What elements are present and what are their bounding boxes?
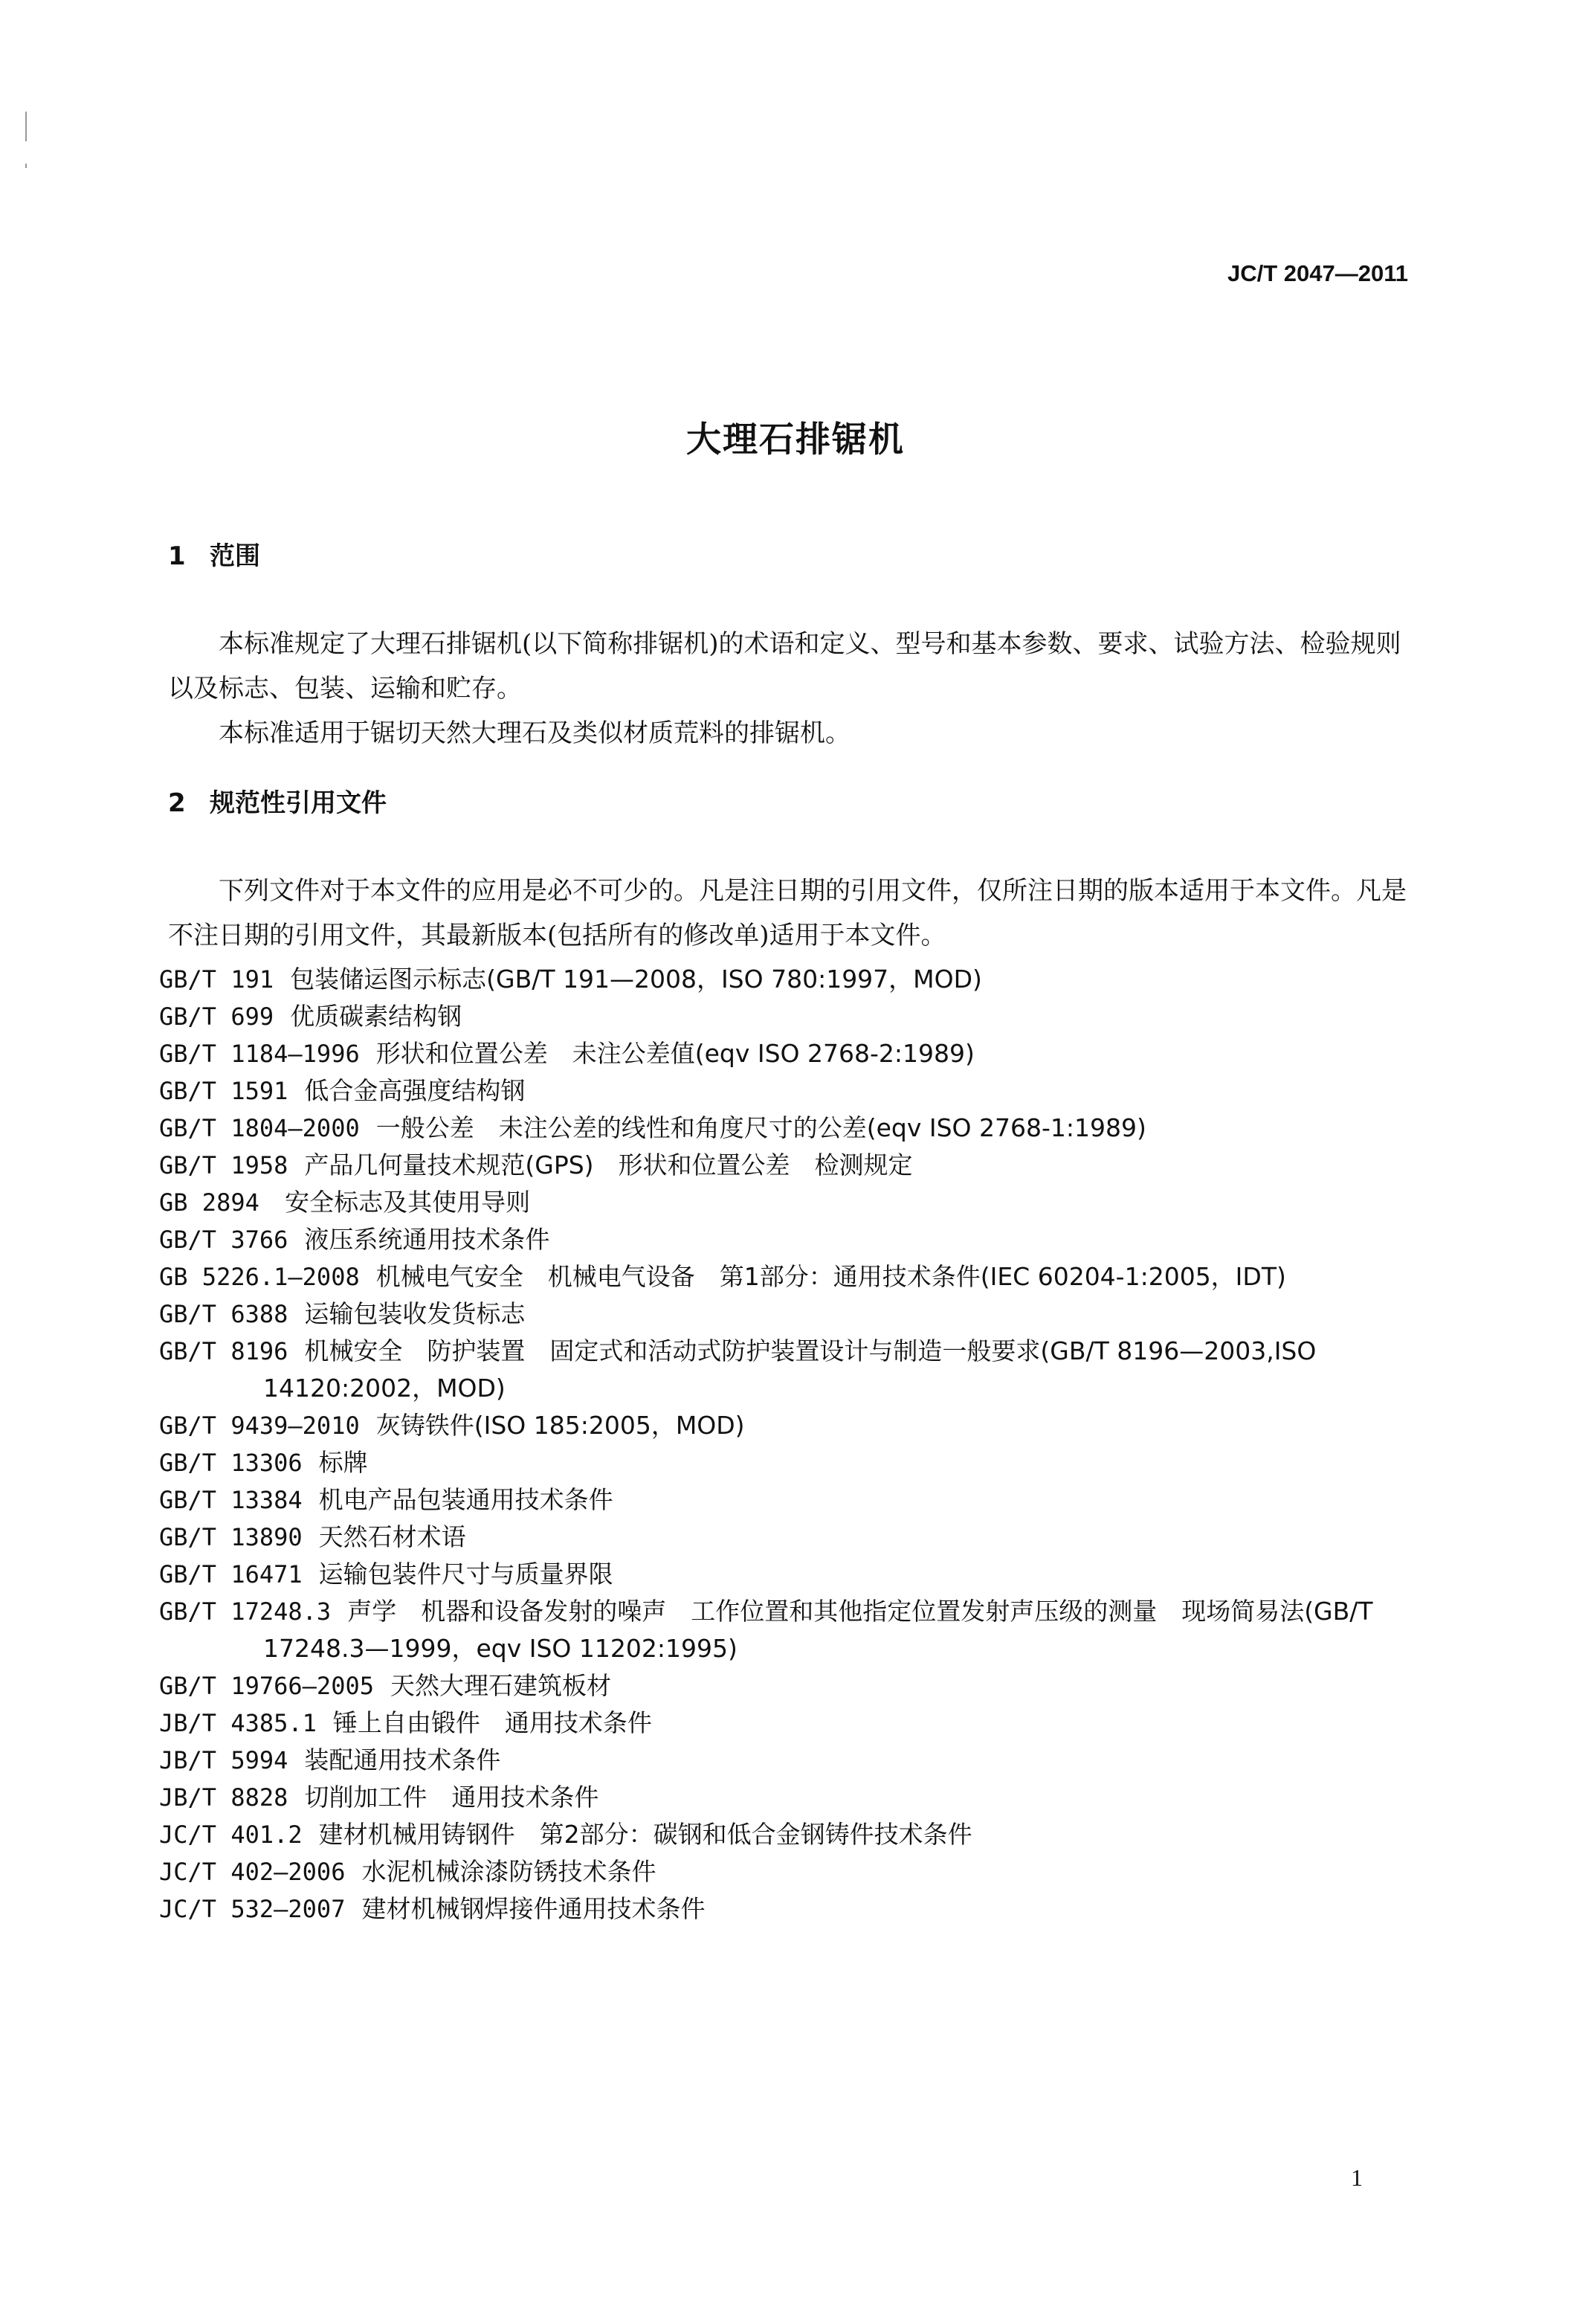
reference-code: GB/T 1804—2000 bbox=[159, 1114, 360, 1142]
reference-code: GB/T 17248.3 bbox=[159, 1597, 332, 1626]
reference-list bbox=[159, 961, 1410, 1928]
reference-code: GB/T 191 bbox=[159, 965, 274, 994]
reference-name: 灰铸铁件(ISO 185:2005，MOD) bbox=[375, 1411, 745, 1440]
reference-item bbox=[159, 1407, 1410, 1444]
scan-artifact-line bbox=[25, 112, 27, 141]
reference-name: 锤上自由锻件 通用技术条件 bbox=[332, 1708, 652, 1737]
reference-name: 建材机械钢焊接件通用技术条件 bbox=[361, 1894, 706, 1923]
reference-name: 标牌 bbox=[318, 1448, 368, 1477]
reference-item bbox=[159, 1295, 1410, 1333]
reference-code: GB/T 1591 bbox=[159, 1077, 288, 1105]
section-1-paragraph-1: 本标准规定了大理石排锯机(以下简称排锯机)的术语和定义、型号和基本参数、要求、试验方法、检验规则以及标志、包装、运输和贮存。 bbox=[168, 629, 1401, 704]
section-1-body bbox=[168, 622, 1407, 756]
reference-item bbox=[159, 1184, 1410, 1221]
reference-code: GB/T 6388 bbox=[159, 1300, 288, 1328]
reference-name: 天然石材术语 bbox=[318, 1522, 466, 1551]
reference-code: GB 2894 bbox=[159, 1188, 259, 1217]
reference-item bbox=[159, 1110, 1410, 1147]
reference-name: 声学 机器和设备发射的噪声 工作位置和其他指定位置发射声压级的测量 现场简易法(GB/T 17248.3—1999，eqv ISO 11202:1995) bbox=[263, 1597, 1373, 1663]
reference-code: GB/T 13890 bbox=[159, 1523, 303, 1551]
reference-item bbox=[159, 1481, 1410, 1519]
reference-item bbox=[159, 1556, 1410, 1593]
document-title: 大理石排锯机 bbox=[686, 419, 905, 460]
reference-name: 形状和位置公差 未注公差值(eqv ISO 2768-2:1989) bbox=[375, 1039, 975, 1068]
page-number: 1 bbox=[1351, 2164, 1363, 2191]
reference-code: GB/T 1184—1996 bbox=[159, 1040, 360, 1068]
reference-code: JC/T 401.2 bbox=[159, 1821, 303, 1849]
reference-name: 液压系统通用技术条件 bbox=[304, 1225, 550, 1254]
reference-name: 天然大理石建筑板材 bbox=[390, 1671, 611, 1700]
reference-item bbox=[159, 1519, 1410, 1556]
section-1-paragraph-2: 本标准适用于锯切天然大理石及类似材质荒料的排锯机。 bbox=[219, 718, 851, 748]
reference-item bbox=[159, 1705, 1410, 1742]
reference-item bbox=[159, 1667, 1410, 1705]
reference-name: 包装储运图示标志(GB/T 191—2008，ISO 780:1997，MOD) bbox=[290, 965, 982, 994]
reference-name: 优质碳素结构钢 bbox=[290, 1002, 462, 1031]
reference-item bbox=[159, 1072, 1410, 1110]
standard-code: JC/T 2047—2011 bbox=[1227, 260, 1408, 286]
reference-item bbox=[159, 1258, 1410, 1295]
reference-code: GB 5226.1—2008 bbox=[159, 1263, 360, 1291]
reference-item bbox=[159, 1221, 1410, 1258]
reference-code: GB/T 8196 bbox=[159, 1337, 288, 1365]
reference-name: 建材机械用铸钢件 第2部分：碳钢和低合金钢铸件技术条件 bbox=[318, 1820, 972, 1849]
section-2-heading bbox=[168, 782, 387, 819]
reference-name: 产品几何量技术规范(GPS) 形状和位置公差 检测规定 bbox=[304, 1150, 913, 1179]
section-1-heading bbox=[168, 535, 260, 572]
reference-item bbox=[159, 1816, 1410, 1853]
reference-name: 机械电气安全 机械电气设备 第1部分：通用技术条件(IEC 60204-1:2005，IDT) bbox=[375, 1262, 1286, 1291]
reference-code: GB/T 1958 bbox=[159, 1151, 288, 1179]
reference-item bbox=[159, 1444, 1410, 1481]
section-1-title: 范围 bbox=[210, 541, 260, 571]
reference-name: 运输包装收发货标志 bbox=[304, 1299, 526, 1328]
reference-code: JB/T 8828 bbox=[159, 1783, 288, 1812]
reference-item bbox=[159, 1779, 1410, 1816]
reference-item bbox=[159, 1333, 1410, 1407]
reference-item bbox=[159, 1593, 1410, 1667]
reference-item bbox=[159, 1742, 1410, 1779]
reference-code: GB/T 9439—2010 bbox=[159, 1412, 360, 1440]
reference-name: 装配通用技术条件 bbox=[304, 1745, 501, 1774]
reference-item bbox=[159, 998, 1410, 1035]
reference-name: 水泥机械涂漆防锈技术条件 bbox=[361, 1857, 656, 1886]
reference-code: GB/T 3766 bbox=[159, 1226, 288, 1254]
section-2-title: 规范性引用文件 bbox=[210, 788, 387, 818]
reference-name: 低合金高强度结构钢 bbox=[304, 1076, 526, 1105]
reference-code: JC/T 402—2006 bbox=[159, 1858, 346, 1886]
reference-code: GB/T 699 bbox=[159, 1002, 274, 1031]
reference-code: JC/T 532—2007 bbox=[159, 1895, 346, 1923]
reference-item bbox=[159, 1890, 1410, 1928]
reference-name: 切削加工件 通用技术条件 bbox=[304, 1783, 599, 1812]
reference-name: 机械安全 防护装置 固定式和活动式防护装置设计与制造一般要求(GB/T 8196—2003,ISO 14120:2002，MOD) bbox=[263, 1336, 1317, 1403]
reference-code: GB/T 13306 bbox=[159, 1449, 303, 1477]
section-2-number: 2 bbox=[168, 788, 186, 818]
section-2-intro-text: 下列文件对于本文件的应用是必不可少的。凡是注日期的引用文件，仅所注日期的版本适用于本文件。凡是不注日期的引用文件，其最新版本(包括所有的修改单)适用于本文件。 bbox=[168, 876, 1407, 950]
scan-artifact-dot bbox=[25, 164, 27, 168]
reference-item bbox=[159, 1147, 1410, 1184]
reference-item bbox=[159, 961, 1410, 998]
section-2-intro bbox=[168, 869, 1407, 958]
reference-name: 运输包装件尺寸与质量界限 bbox=[318, 1559, 613, 1589]
reference-name: 安全标志及其使用导则 bbox=[285, 1188, 531, 1217]
reference-code: JB/T 5994 bbox=[159, 1746, 288, 1774]
reference-name: 一般公差 未注公差的线性和角度尺寸的公差(eqv ISO 2768-1:1989) bbox=[375, 1113, 1146, 1142]
reference-code: GB/T 19766—2005 bbox=[159, 1672, 374, 1700]
reference-item bbox=[159, 1035, 1410, 1072]
reference-item bbox=[159, 1853, 1410, 1890]
reference-code: GB/T 16471 bbox=[159, 1560, 303, 1589]
reference-code: GB/T 13384 bbox=[159, 1486, 303, 1514]
section-1-number: 1 bbox=[168, 541, 186, 571]
reference-name: 机电产品包装通用技术条件 bbox=[318, 1485, 613, 1514]
reference-code: JB/T 4385.1 bbox=[159, 1709, 317, 1737]
